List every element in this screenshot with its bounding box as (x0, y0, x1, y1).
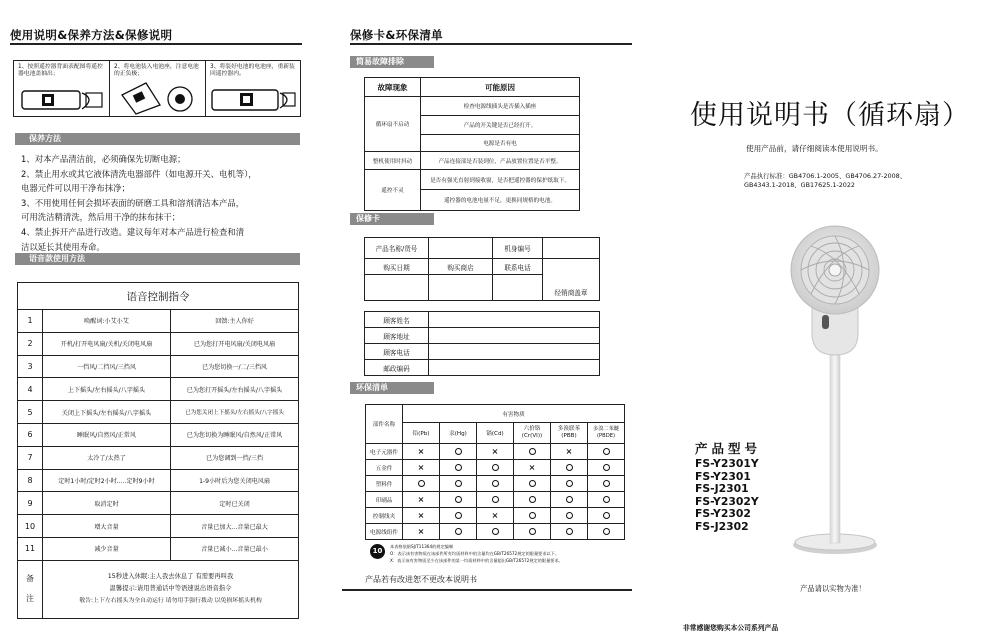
care-instructions (21, 152, 303, 254)
voice-command: 增大音量 (43, 515, 171, 538)
col-header-symptom: 故障现象 (365, 78, 421, 97)
cause-cell: 遥控器的电池电量不足，更换同规格的电池。 (421, 190, 580, 211)
manual-subtitle: 使用产品前，请仔细阅读本使用说明书。 (746, 144, 883, 153)
voice-response: 已为您调到一挡/三挡 (171, 446, 299, 469)
voice-section-header: 语音款使用方法 (15, 253, 300, 265)
cause-cell: 是否有强光直射到接收窗，是否把遥控器的保护纸取下。 (421, 170, 580, 190)
substance-header (477, 423, 514, 444)
cause-cell: 产品连接部是否装到位，产品放置位置是否平整。 (421, 152, 580, 170)
within-limit-mark (588, 476, 625, 492)
circle-icon (566, 496, 573, 503)
model-item: FS-Y2301Y (695, 457, 759, 470)
circle-icon (455, 528, 462, 535)
voice-command: 太冷了/太热了 (43, 446, 171, 469)
within-limit-mark (514, 508, 551, 524)
substance-header (514, 423, 551, 444)
manual-title: 使用说明书（循环扇） (690, 100, 970, 131)
exceeds-limit-mark: × (477, 444, 514, 460)
voice-command: 关闭上下摇头/左右摇头/八字摇头 (43, 401, 171, 424)
part-name-cell: 控制线夹 (366, 508, 403, 524)
store-field[interactable] (429, 275, 493, 301)
voice-command: 定时1小时/定时2小时.....定时9小时 (43, 469, 171, 492)
circulation-fan-illustration (760, 215, 910, 565)
customer-name-label: 顾客姓名 (365, 312, 429, 328)
within-limit-mark (477, 524, 514, 540)
within-limit-mark (477, 460, 514, 476)
row-number: 2 (18, 332, 43, 355)
note-line: 敬告:上下左右摇头为全自动运行 请勿用手强行拨动 以免损坏摇头机构 (79, 598, 262, 605)
symptom-cell: 遥控不灵 (365, 170, 421, 211)
table-row (18, 423, 299, 446)
circle-icon (603, 464, 610, 471)
care-line: 2、禁止用水或其它液体清洗电器部件（如电源开关、电机等）， (21, 168, 257, 179)
circle-icon (492, 496, 499, 503)
voice-command-table (17, 282, 299, 619)
standards-line-2: GB4343.1-2018、GB17625.1-2022 (744, 181, 855, 189)
exceeds-limit-mark: × (403, 492, 440, 508)
voice-table-title: 语音控制指令 (18, 283, 299, 310)
title-rule (350, 43, 632, 45)
part-name-cell: 电源线组件 (366, 524, 403, 540)
within-limit-mark (477, 492, 514, 508)
model-item: FS-J2302 (695, 519, 749, 533)
circle-icon (603, 512, 610, 519)
model-item: FS-Y2301 (695, 469, 751, 483)
within-limit-mark (440, 476, 477, 492)
customer-address-field[interactable] (429, 328, 600, 344)
troubleshooting-table (364, 77, 580, 211)
within-limit-mark (588, 444, 625, 460)
substance-sub: (Cr(VI)) (521, 433, 543, 439)
within-limit-mark (440, 460, 477, 476)
table-row (366, 460, 625, 476)
circle-icon (603, 528, 610, 535)
cause-cell: 电源是否有电 (421, 135, 580, 152)
eco-10-icon (370, 544, 385, 559)
notes-label (18, 560, 43, 618)
battery-steps-box (13, 60, 301, 117)
exceeds-limit-mark: × (403, 444, 440, 460)
dealer-stamp-cell (543, 259, 600, 301)
footnote: 本表格依据SJ/T11364的规定编制 (390, 544, 454, 549)
voice-response: 已为您切换一/二/三挡风 (171, 355, 299, 378)
table-row (18, 310, 299, 333)
customer-phone-field[interactable] (429, 344, 600, 360)
voice-response: 1-9小时后为您关闭电风扇 (171, 469, 299, 492)
env-table-body (366, 444, 625, 540)
model-label: 产品型号 (695, 441, 762, 456)
symptom-cell: 整机使用时抖动 (365, 152, 421, 170)
part-name-cell: 电子元器件 (366, 444, 403, 460)
within-limit-mark (440, 508, 477, 524)
part-name-header: 部件名称 (366, 405, 403, 444)
model-list (695, 458, 759, 534)
cause-cell: 产品的开关键是否已经打开。 (421, 116, 580, 135)
substance-lead: 铅(Pb) (412, 431, 430, 437)
voice-command: 一挡风/二挡风/三挡风 (43, 355, 171, 378)
circle-icon (529, 528, 536, 535)
customer-address-label: 顾客地址 (365, 328, 429, 344)
remote-illustration-1 (20, 85, 106, 113)
env-footnotes (390, 543, 640, 564)
postal-code-label: 邮政编码 (365, 360, 429, 376)
voice-response: 已为您打开电风扇/关闭电风扇 (171, 332, 299, 355)
table-row (18, 446, 299, 469)
battery-illustration (116, 81, 202, 115)
substance-header (551, 423, 588, 444)
row-number: 3 (18, 355, 43, 378)
substance-lead: 六价铬 (523, 426, 541, 432)
within-limit-mark (440, 444, 477, 460)
circle-icon (492, 480, 499, 487)
remote-illustration-2 (210, 85, 298, 113)
substance-lead: 汞(Hg) (449, 431, 467, 437)
circle-icon (566, 528, 573, 535)
within-limit-mark (551, 524, 588, 540)
circle-icon (603, 448, 610, 455)
substance-header-row (366, 423, 625, 444)
row-number: 11 (18, 537, 43, 560)
row-number: 1 (18, 310, 43, 333)
model-item: FS-Y2302Y (695, 494, 759, 508)
voice-response: 定时已关闭 (171, 492, 299, 515)
within-limit-mark (440, 524, 477, 540)
voice-command: 唤醒词:小艾小艾 (43, 310, 171, 333)
battery-step-1 (14, 61, 110, 116)
notes-label-1: 备 (26, 574, 34, 584)
voice-notes (43, 560, 299, 618)
phone-label: 联系电话 (493, 259, 543, 275)
purchase-date-label: 购买日期 (365, 259, 429, 275)
circle-icon (418, 480, 425, 487)
col-header-cause: 可能原因 (421, 78, 580, 97)
phone-field[interactable] (493, 275, 543, 301)
row-number: 7 (18, 446, 43, 469)
exceeds-limit-mark: × (477, 508, 514, 524)
circle-icon (603, 480, 610, 487)
notes-label-2: 注 (26, 594, 34, 604)
substance-lead: 多溴二苯醚 (593, 426, 619, 432)
table-row (18, 355, 299, 378)
row-number: 9 (18, 492, 43, 515)
circle-icon (492, 528, 499, 535)
exceeds-limit-mark: × (403, 524, 440, 540)
within-limit-mark (514, 476, 551, 492)
trouble-section-header: 简易故障排除 (350, 56, 434, 68)
voice-command: 睡眠风/自然风/正常风 (43, 423, 171, 446)
circle-icon (455, 496, 462, 503)
circle-icon (455, 448, 462, 455)
table-row (18, 378, 299, 401)
within-limit-mark (588, 460, 625, 476)
circle-icon (455, 464, 462, 471)
battery-step-3 (206, 61, 300, 116)
notes-row (18, 560, 299, 618)
voice-response: 已为您切换为睡眠风/自然风/正常风 (171, 423, 299, 446)
part-name-cell: 塑料件 (366, 476, 403, 492)
symptom-cell: 循环扇不启动 (365, 97, 421, 152)
circle-icon (566, 464, 573, 471)
care-line: 可用洗洁精清洗，然后用干净的抹布抹干； (21, 212, 181, 223)
care-line: 3、不用使用任何会损坏表面的研磨工具和溶剂清洁本产品， (21, 197, 245, 208)
serial-label: 机身编号 (493, 238, 543, 259)
part-name-cell: 五金件 (366, 460, 403, 476)
note-line: 温馨提示:请用普通话中等语速说出语音指令 (109, 585, 232, 593)
circle-icon (566, 512, 573, 519)
voice-response: 音量已加大...音量已最大 (171, 515, 299, 538)
model-item: FS-J2301 (695, 482, 749, 496)
eco-badge-number: 10 (372, 547, 383, 555)
customer-name-field[interactable] (429, 312, 600, 328)
thank-you-note: 非常感谢您购买本公司系列产品 (683, 624, 779, 632)
hazardous-substances-table (365, 404, 625, 540)
product-name-label: 产品名称/货号 (365, 238, 429, 259)
warranty-table (364, 237, 600, 301)
photo-disclaimer: 产品请以实物为准！ (800, 584, 866, 593)
row-number: 4 (18, 378, 43, 401)
within-limit-mark (588, 524, 625, 540)
step-1-text: 1、按照遥控器背面表配图将遥控器电池盖抽出； (18, 64, 103, 77)
footer-rule (342, 589, 632, 591)
circle-icon (566, 480, 573, 487)
table-row (18, 332, 299, 355)
within-limit-mark (551, 460, 588, 476)
voice-command: 取消定时 (43, 492, 171, 515)
product-name-field[interactable] (429, 238, 493, 259)
step-2-text: 2、将电池装入电池座，注意电池的正负极； (114, 64, 199, 77)
voice-response: 已为您关闭上下摇头/左右摇头/八字摇头 (171, 401, 299, 424)
left-panel-title: 使用说明&保养方法&保修说明 (10, 28, 173, 42)
row-number: 6 (18, 423, 43, 446)
serial-field[interactable] (543, 238, 600, 259)
circle-icon (529, 512, 536, 519)
circle-icon (455, 480, 462, 487)
care-line: 1、对本产品清洁前，必须确保先切断电源； (21, 154, 186, 164)
care-line: 洁以延长其使用寿命。 (21, 241, 105, 252)
exceeds-limit-mark: × (551, 444, 588, 460)
substance-lead: 镉(Cd) (486, 431, 504, 437)
substance-header (588, 423, 625, 444)
exceeds-limit-mark: × (403, 460, 440, 476)
customer-info-table (364, 311, 600, 376)
circle-icon (529, 480, 536, 487)
standards-line-1: 产品执行标准：GB4706.1-2005、GB4706.27-2008、 (744, 172, 907, 180)
table-row (18, 469, 299, 492)
voice-response: 已为您打开摇头/左右摇头/八字摇头 (171, 378, 299, 401)
voice-command: 上下摇头/左右摇头/八字摇头 (43, 378, 171, 401)
voice-response: 回馈:主人你好 (171, 310, 299, 333)
circle-icon (603, 496, 610, 503)
env-section-header: 环保清单 (350, 382, 434, 394)
within-limit-mark (588, 492, 625, 508)
voice-command: 减少音量 (43, 537, 171, 560)
note-line: 15秒进入休眠:主人我去休息了 有需要再叫我 (107, 573, 234, 581)
purchase-date-field[interactable] (365, 275, 429, 301)
within-limit-mark (551, 476, 588, 492)
care-line: 电器元件可以用干净布抹净； (21, 183, 130, 194)
substance-lead: 多溴联苯 (557, 426, 581, 432)
care-line: 4、禁止拆开产品进行改造。建议每年对本产品进行检查和清 (21, 226, 245, 237)
circle-icon (455, 512, 462, 519)
model-item: FS-Y2302 (695, 507, 751, 521)
table-row (366, 476, 625, 492)
within-limit-mark (477, 476, 514, 492)
footnote: O：表示该有害物质在该部件所有均质材料中的含量均在GB/T26572规定的限量要求以下。 (390, 551, 560, 556)
within-limit-mark (514, 444, 551, 460)
customer-phone-label: 顾客电话 (365, 344, 429, 360)
footnote: X：表示该有害物质至少在该部件的某一均质材料中的含量超出GB/T26572规定的限量要求。 (390, 558, 563, 563)
voice-command: 开机/打开电风扇/关机/关闭电风扇 (43, 332, 171, 355)
hazard-header: 有害物质 (403, 405, 625, 423)
within-limit-mark (551, 492, 588, 508)
within-limit-mark (403, 476, 440, 492)
warranty-section-header: 保修卡 (350, 213, 434, 225)
substance-header (440, 423, 477, 444)
dealer-stamp-label: 经销商盖章 (554, 289, 588, 297)
table-row (18, 537, 299, 560)
table-row (18, 492, 299, 515)
postal-code-field[interactable] (429, 360, 600, 376)
title-rule (10, 43, 302, 45)
cause-cell: 检查电源线插头是否插入插座 (421, 97, 580, 116)
substance-sub: (PBDE) (597, 433, 616, 439)
within-limit-mark (551, 508, 588, 524)
table-row (18, 401, 299, 424)
circle-icon (529, 496, 536, 503)
within-limit-mark (440, 492, 477, 508)
row-number: 5 (18, 401, 43, 424)
circle-icon (529, 448, 536, 455)
store-label: 购买商店 (429, 259, 493, 275)
exceeds-limit-mark: × (514, 460, 551, 476)
care-section-header: 保养方法 (15, 133, 300, 145)
table-row (366, 492, 625, 508)
change-notice: 产品若有改进恕不更改本说明书 (365, 575, 477, 584)
within-limit-mark (514, 524, 551, 540)
table-row (366, 524, 625, 540)
voice-response: 音量已减小...音量已最小 (171, 537, 299, 560)
substance-sub: (PBB) (561, 433, 577, 439)
battery-step-2 (110, 61, 206, 116)
table-row (366, 444, 625, 460)
middle-panel-title: 保修卡&环保清单 (350, 28, 443, 42)
row-number: 10 (18, 515, 43, 538)
circle-icon (492, 464, 499, 471)
step-3-text: 3、将装好电池的电池座，重新装回遥控器内。 (210, 64, 295, 77)
exceeds-limit-mark: × (403, 508, 440, 524)
part-name-cell: 印刷品 (366, 492, 403, 508)
within-limit-mark (588, 508, 625, 524)
row-number: 8 (18, 469, 43, 492)
substance-header (403, 423, 440, 444)
table-row (366, 508, 625, 524)
standards (744, 172, 906, 190)
within-limit-mark (514, 492, 551, 508)
table-row (18, 515, 299, 538)
